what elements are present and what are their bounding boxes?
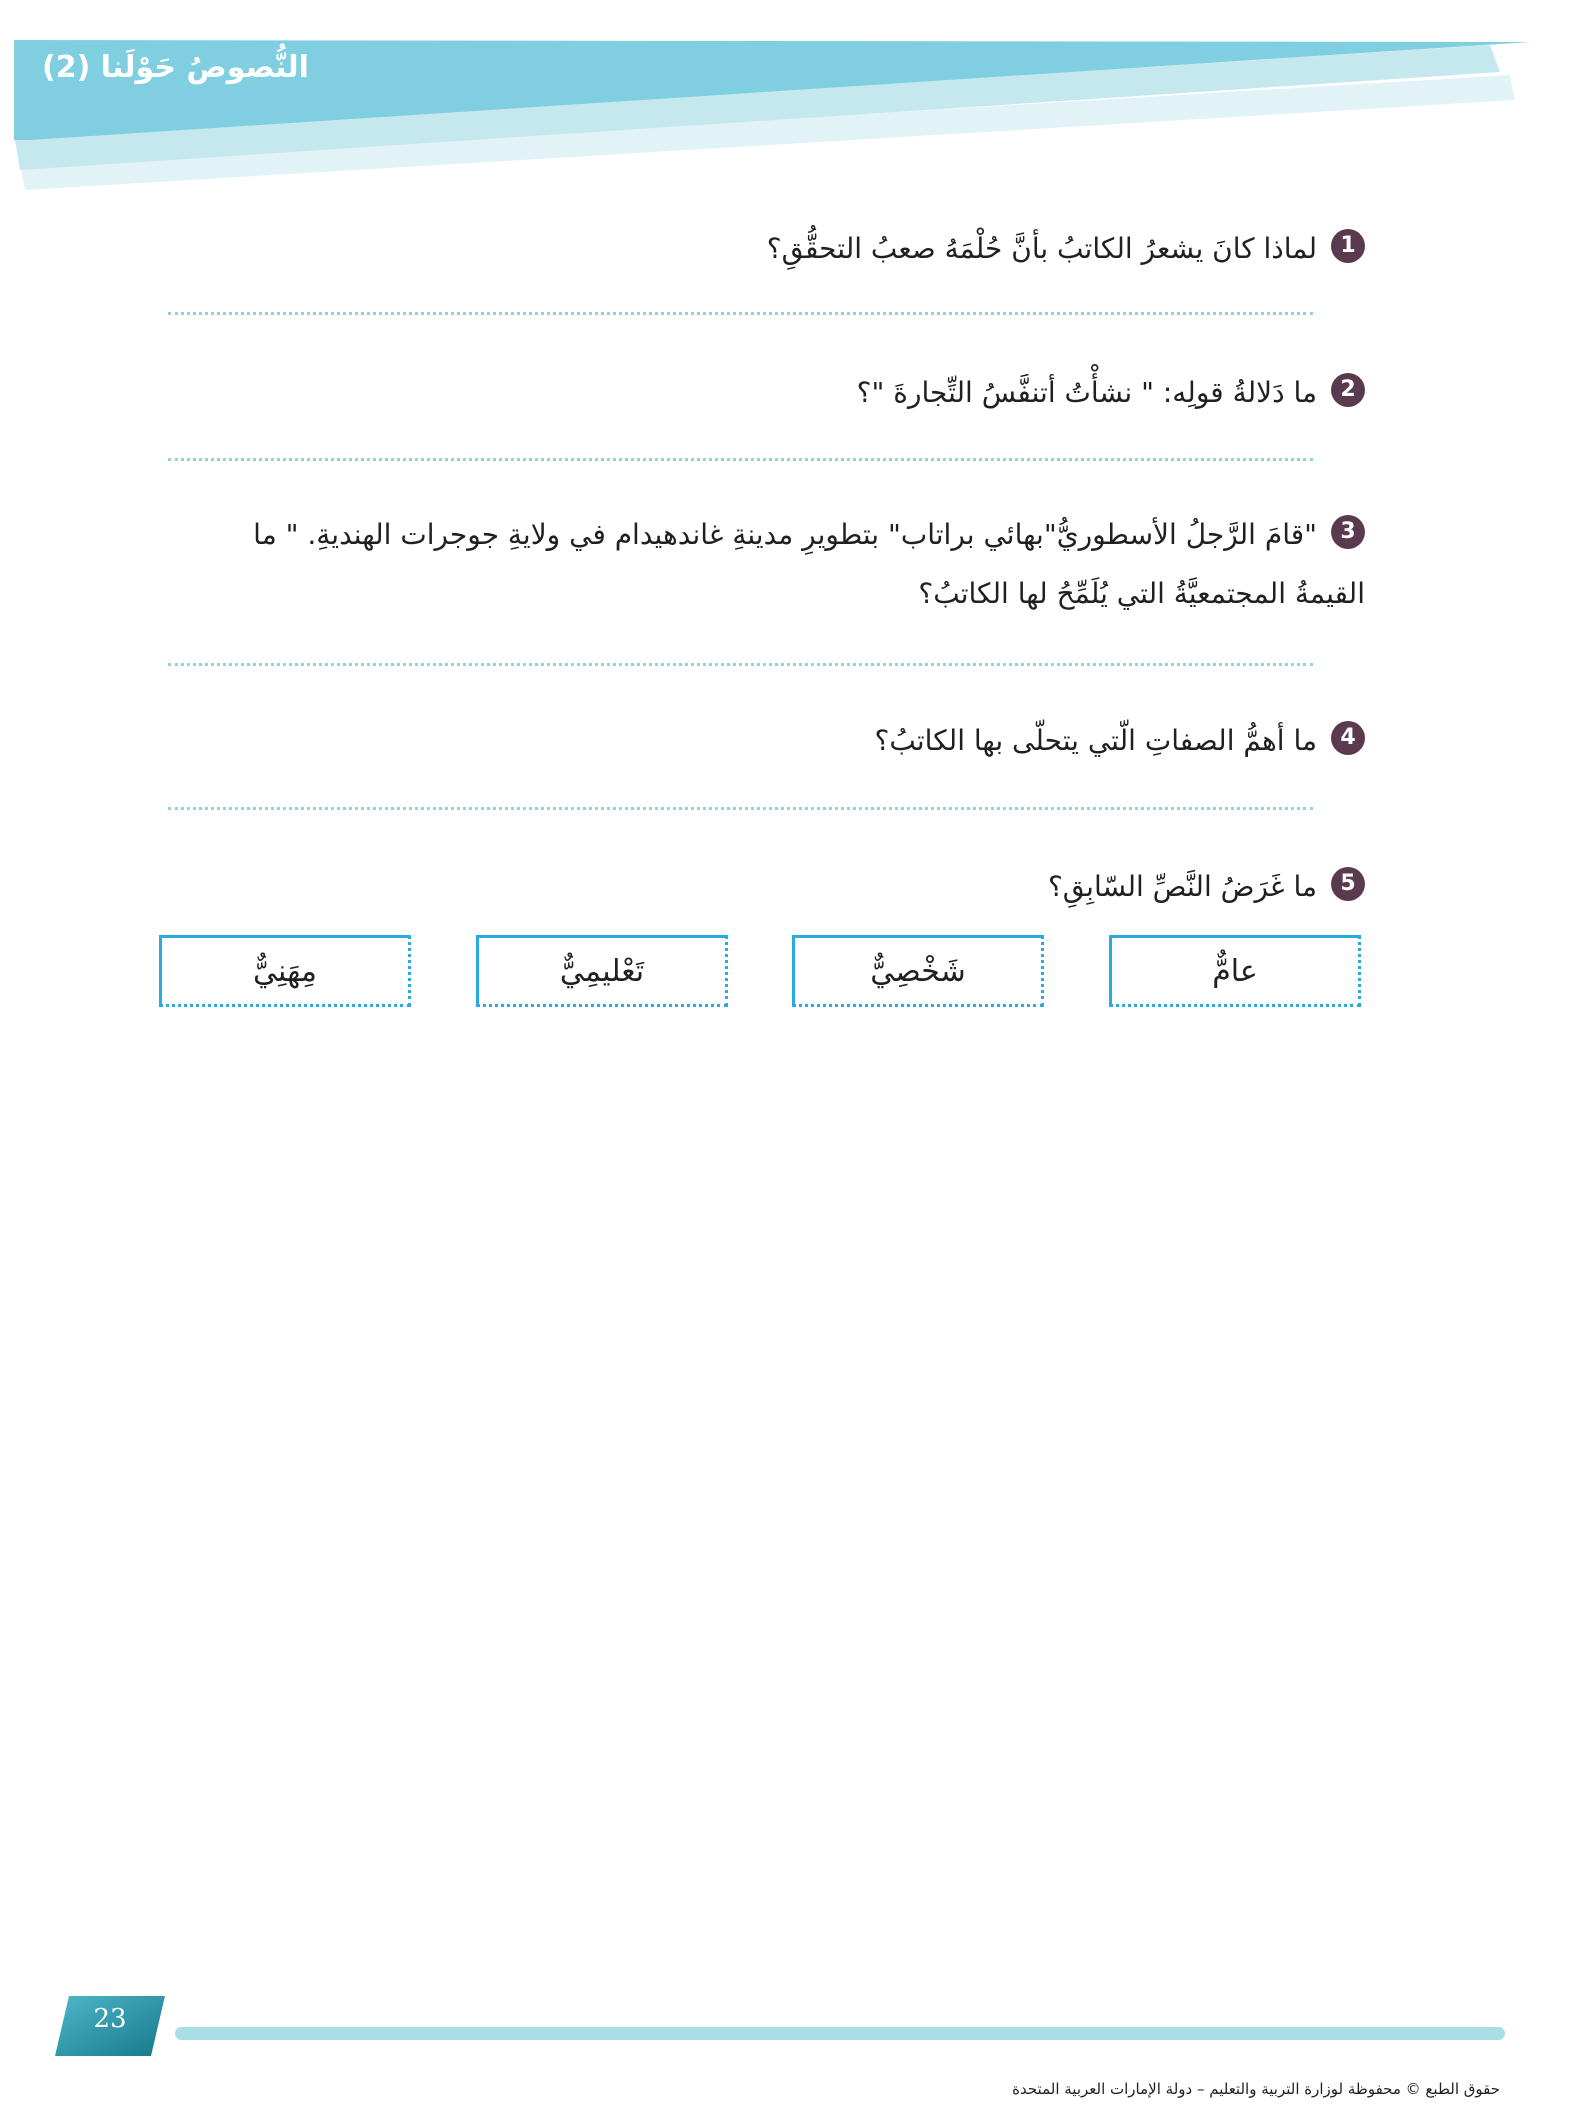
page-number: 23 [93, 2004, 127, 2034]
question-number-badge: 3 [1331, 515, 1365, 549]
option-professional[interactable]: مِهَنِيٌّ [159, 935, 411, 1007]
question-text: لماذا كانَ يشعرُ الكاتبُ بأنَّ حُلْمَهُ صعبُ التحقُّقِ؟ [766, 232, 1317, 265]
header-banner [0, 0, 1575, 200]
question-text: ما أهمُّ الصفاتِ الّتي يتحلّى بها الكاتبُ؟ [874, 724, 1317, 757]
question-number-badge: 1 [1331, 229, 1365, 263]
answer-line-1[interactable] [168, 312, 1313, 315]
answer-line-2[interactable] [168, 458, 1313, 461]
question-number-badge: 2 [1331, 373, 1365, 407]
question-3 [195, 505, 1365, 623]
question-4 [245, 711, 1365, 770]
question-number-badge: 5 [1331, 867, 1365, 901]
question-5 [245, 857, 1365, 916]
question-number-badge: 4 [1331, 721, 1365, 755]
answer-line-3[interactable] [168, 663, 1313, 666]
question-text: ما دَلالةُ قولِه: " نشأْتُ أتنفَّسُ التِّجارةَ "؟ [856, 376, 1317, 409]
question-text: "قامَ الرَّجلُ الأسطوريُّ"بهائي براتاب" بتطويرِ مدينةِ غاندهيدام في ولايةِ جوجرات الهنديةِ. " ما القيمةُ المجتمعيَّةُ التي يُلَمِّحُ لها الكاتبُ؟ [253, 518, 1365, 610]
question-1 [245, 219, 1365, 278]
answer-line-4[interactable] [168, 807, 1313, 810]
option-educational[interactable]: تَعْليمِيٌّ [476, 935, 728, 1007]
page-title: النُّصوصُ حَوْلَنا (2) [42, 50, 309, 85]
option-personal[interactable]: شَخْصِيٌّ [792, 935, 1044, 1007]
option-general[interactable]: عامٌّ [1109, 935, 1361, 1007]
question-2 [245, 363, 1365, 422]
footer-bar [175, 2027, 1505, 2040]
copyright-notice: حقوق الطبع © محفوظة لوزارة التربية والتعليم – دولة الإمارات العربية المتحدة [1012, 2080, 1500, 2098]
question-text: ما غَرَضُ النَّصِّ السّابِقِ؟ [1047, 870, 1317, 903]
